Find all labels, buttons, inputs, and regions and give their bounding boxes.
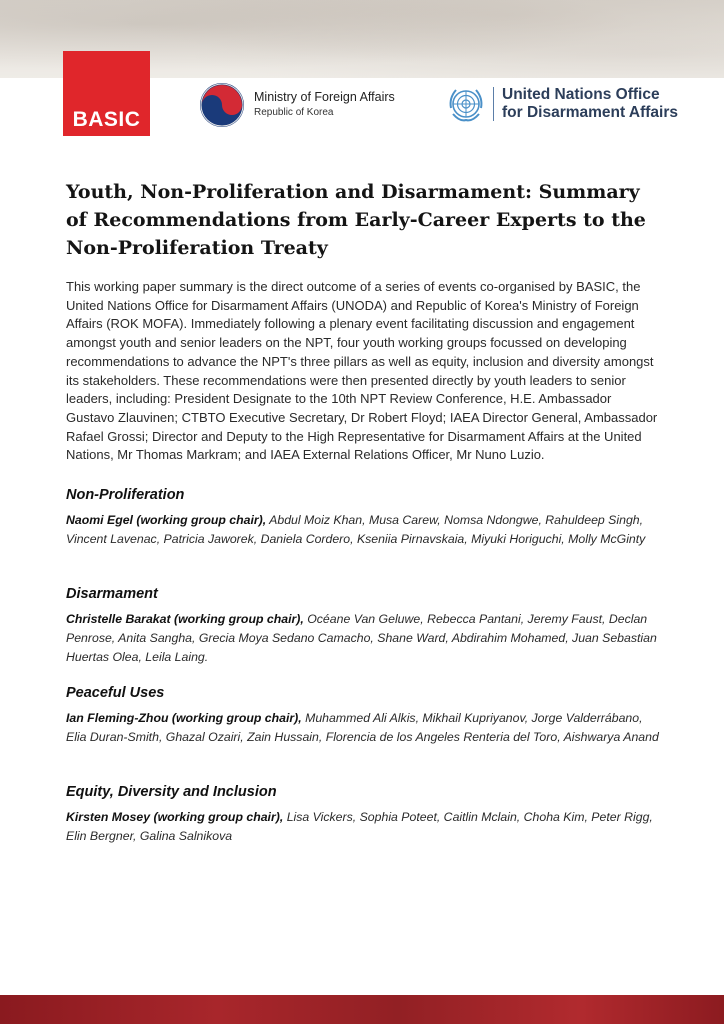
intro-paragraph: This working paper summary is the direct outcome of a series of events co-organised by BASIC, the United Nations Office for Disarmament Affairs (UNODA) and Republic of Korea's Ministry of Foreign Affairs (ROK MOFA). Immediately following a plenary event facilitating discussion and engagement amongst youth and senior leaders on the NPT, four youth working groups focussed on developing recommendations to advance the NPT's three pillars as well as equity, inclusion and diversity amongst its stakeholders. These recommendations were then presented directly by youth leaders to senior leaders, including: President Designate to the 10th NPT Review Conference, H.E. Ambassador Gustavo Zlauvinen; CTBTO Executive Secretary, Dr Robert Floyd; IAEA Director General, Ambassador Rafael Grossi; Director and Deputy to the High Representative for Disarmament Affairs at the United Nations, Mr Thomas Markram; and IAEA External Relations Officer, Mr Nuno Luzio. (66, 279, 658, 463)
section-non-proliferation (66, 485, 660, 549)
mofa-name: Ministry of Foreign Affairs (254, 90, 395, 104)
section-members (66, 709, 660, 747)
unoda-logo (446, 84, 678, 124)
basic-logo (63, 51, 150, 136)
section-heading: Peaceful Uses (66, 685, 165, 701)
section-peaceful-uses (66, 683, 660, 747)
section-members (66, 808, 660, 846)
mofa-country: Republic of Korea (254, 107, 334, 118)
section-disarmament (66, 584, 660, 667)
group-chair: Naomi Egel (working group chair), (66, 513, 267, 527)
unoda-name-line2: for Disarmament Affairs (502, 104, 679, 121)
page-title: Youth, Non-Proliferation and Disarmament: Summary of Recommendations from Early-Career Experts to the Non-Proliferation Treaty (66, 181, 646, 259)
section-heading: Disarmament (66, 586, 158, 602)
group-members: Muhammed Ali Alkis, Mikhail Kupriyanov, Jorge Valderrábano, Elia Duran-Smith, Ghazal Ozairi, Zain Hussain, Florencia de los Angeles Renteria del Toro, Aishwarya Anand (66, 711, 659, 744)
logo-divider (493, 87, 494, 121)
group-chair: Ian Fleming-Zhou (working group chair), (66, 711, 302, 725)
section-members (66, 610, 660, 667)
group-chair: Kirsten Mosey (working group chair), (66, 810, 284, 824)
group-members: Océane Van Geluwe, Rebecca Pantani, Jeremy Faust, Declan Penrose, Anita Sangha, Grecia Moya Sedano Camacho, Shane Ward, Abdirahim Mohamed, Juan Sebastian Huertas Olea, Leila Laing. (66, 612, 657, 664)
section-heading: Equity, Diversity and Inclusion (66, 784, 277, 800)
group-members: Lisa Vickers, Sophia Poteet, Caitlin Mclain, Choha Kim, Peter Rigg, Elin Bergner, Galina Salnikova (66, 810, 653, 843)
korea-taegeuk-icon (199, 82, 245, 128)
section-members (66, 511, 660, 549)
section-equity-diversity-inclusion (66, 782, 660, 846)
section-heading: Non-Proliferation (66, 487, 185, 503)
unoda-name-line1: United Nations Office (502, 86, 660, 103)
group-chair: Christelle Barakat (working group chair), (66, 612, 304, 626)
group-members: Abdul Moiz Khan, Musa Carew, Nomsa Ndongwe, Rahuldeep Singh, Vincent Lavenac, Patricia Jaworek, Daniela Cordero, Kseniia Pirnavskaia, Miyuki Horiguchi, Molly McGinty (66, 513, 646, 546)
basic-logo-text: BASIC (72, 108, 141, 131)
un-emblem-icon (446, 84, 486, 124)
footer-texture-band (0, 995, 724, 1024)
mofa-logo (199, 82, 395, 128)
